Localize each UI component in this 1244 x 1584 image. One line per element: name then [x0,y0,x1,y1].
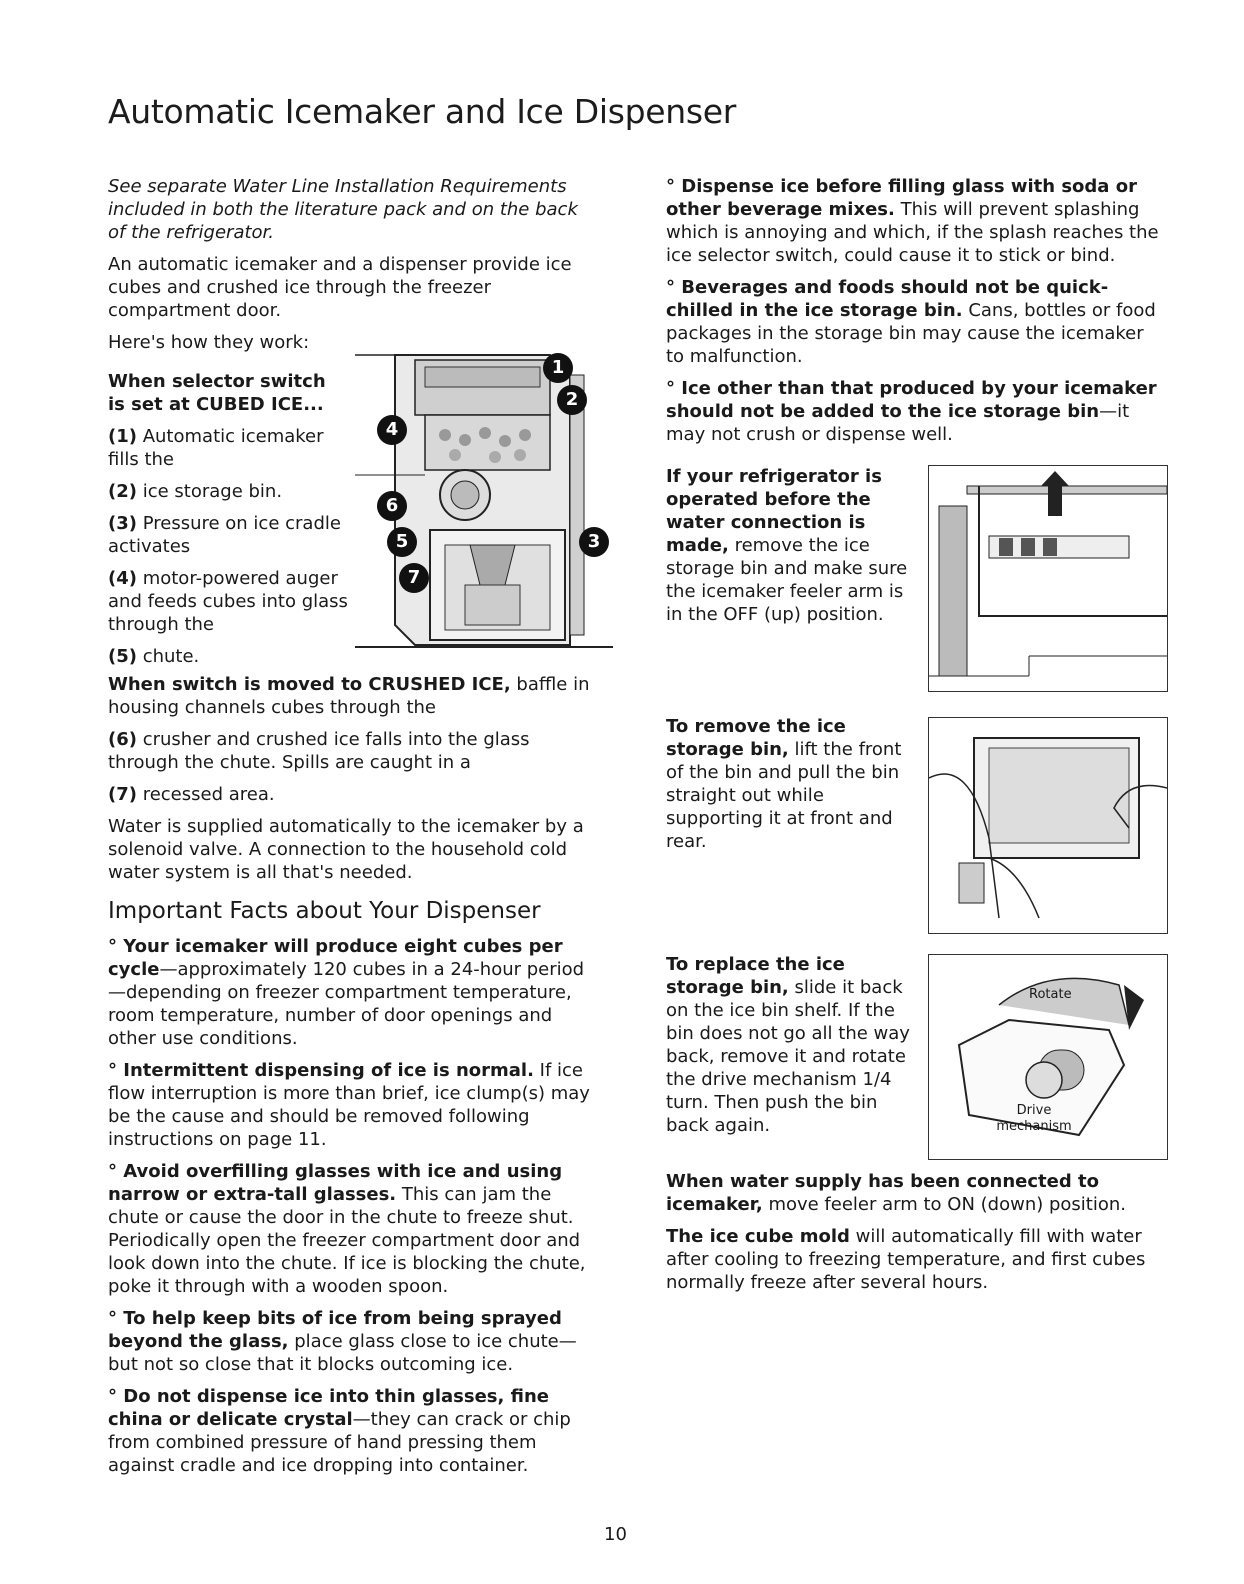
remove-bin-text: To remove the ice storage bin, lift the front of the bin and pull the bin straight out while supporting it at front and rear. [666,716,902,852]
replace-bin-text: To replace the ice storage bin, slide it back on the ice bin shelf. If the bin does not go all the way back, remove it and rotate the drive mechanism 1/4 turn. Then push the bin back again. [666,954,910,1136]
left-column-intro [108,175,598,363]
mechanism-label: mechanism [996,1119,1072,1134]
cubed-ice-steps [108,370,348,677]
drive-mechanism-figure [928,954,1168,1160]
bullet-item: ° Ice other than that produced by your icemaker should not be added to the ice storage bin—it may not crush or dispense well. [666,378,1157,445]
callout-4: 4 [377,415,407,445]
remove-bin-illustration [929,718,1167,933]
right-column-bullets [666,175,1166,455]
step-4: (4) motor-powered auger and feeds cubes into glass through the [108,568,348,635]
step-2: (2) ice storage bin. [108,481,283,502]
callout-5: 5 [387,527,417,557]
page-title: Automatic Icemaker and Ice Dispenser [108,92,737,131]
remove-bin-figure [928,717,1168,934]
right-column-bottom [666,1170,1166,1303]
crushed-ice-paragraph: When switch is moved to CRUSHED ICE, baffle in housing channels cubes through the [108,674,590,718]
page-number: 10 [604,1524,627,1545]
step-6: (6) crusher and crushed ice falls into the glass through the chute. Spills are caught in a [108,729,530,773]
ice-mold-paragraph: The ice cube mold will automatically fill with water after cooling to freezing temperature, and first cubes normally freeze after several hours. [666,1226,1146,1293]
step-1: (1) Automatic icemaker fills the [108,426,324,470]
callout-7: 7 [399,563,429,593]
fact-item: ° Intermittent dispensing of ice is normal. If ice flow interruption is more than brief, ice clump(s) may be the cause and should be removed following instructions on page 11. [108,1060,590,1150]
callout-1: 1 [543,353,573,383]
water-supply-paragraph: Water is supplied automatically to the icemaker by a solenoid valve. A connection to the household cold water system is all that's needed. [108,816,584,883]
cubed-ice-heading: When selector switch is set at CUBED ICE... [108,371,326,415]
callout-6: 6 [377,491,407,521]
callout-2: 2 [557,385,587,415]
feeler-arm-illustration [929,466,1167,691]
step-5: (5) chute. [108,646,200,667]
left-column-body [108,673,598,1486]
bullet-item: ° Beverages and foods should not be quick-chilled in the ice storage bin. Cans, bottles or food packages in the storage bin may cause the icemaker to malfunction. [666,277,1156,367]
bullet-item: ° Dispense ice before filling glass with soda or other beverage mixes. This will prevent splashing which is annoying and which, if the splash reaches the ice selector switch, could cause it to stick or bind. [666,176,1159,266]
step-3: (3) Pressure on ice cradle activates [108,513,341,557]
facts-heading: Important Facts about Your Dispenser [108,898,541,924]
before-connection-text: If your refrigerator is operated before the water connection is made, remove the ice storage bin and make sure the icemaker feeler arm is in the OFF (up) position. [666,466,908,625]
feeler-arm-figure [928,465,1168,692]
icemaker-diagram [355,345,613,655]
fact-item: ° Your icemaker will produce eight cubes per cycle—approximately 120 cubes in a 24-hour period—depending on freezer compartment temperature, room temperature, number of door openings and other use conditions. [108,936,585,1049]
rotate-label: Rotate [1029,987,1072,1002]
fact-item: ° To help keep bits of ice from being sprayed beyond the glass, place glass close to ice chute—but not so close that it blocks outcoming ice. [108,1308,577,1375]
step-7: (7) recessed area. [108,784,275,805]
water-line-note: See separate Water Line Installation Requirements included in both the literature pack and on the back of the refrigerator. [108,176,578,243]
drive-label: Drive [1016,1103,1052,1118]
fact-item: ° Do not dispense ice into thin glasses, fine china or delicate crystal—they can crack or chip from combined pressure of hand pressing them against cradle and ice dropping into container. [108,1386,571,1476]
how-they-work: Here's how they work: [108,332,310,353]
callout-3: 3 [579,527,609,557]
fact-item: ° Avoid overfilling glasses with ice and using narrow or extra-tall glasses. This can jam the chute or cause the door in the chute to freeze shut. Periodically open the freezer compartment door and look down into the chute. If ice is blocking the chute, poke it through with a wooden spoon. [108,1161,586,1297]
intro-paragraph: An automatic icemaker and a dispenser provide ice cubes and crushed ice through the freezer compartment door. [108,254,572,321]
water-connected-paragraph: When water supply has been connected to icemaker, move feeler arm to ON (down) position. [666,1171,1126,1215]
